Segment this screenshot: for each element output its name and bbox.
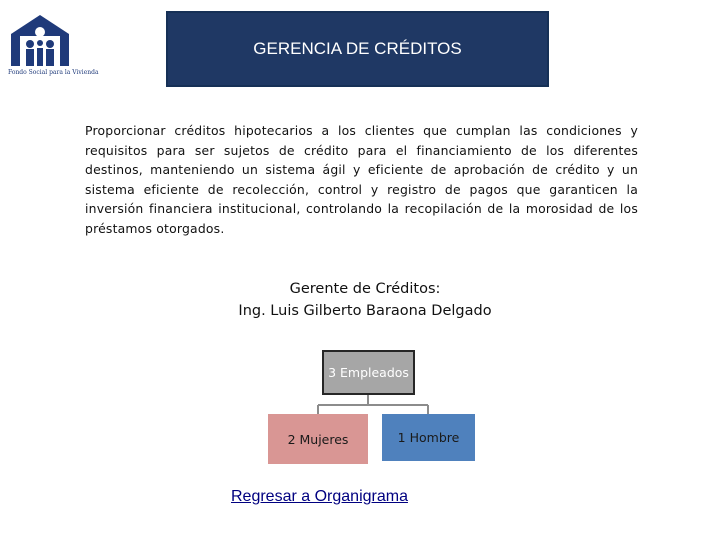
org-node-women: 2 Mujeres <box>268 414 368 464</box>
logo-caption: Fondo Social para la Vivienda <box>8 69 99 76</box>
org-node-employees: 3 Empleados <box>322 350 415 395</box>
manager-label: Gerente de Créditos: <box>289 281 441 297</box>
fsv-logo <box>8 12 98 80</box>
title-banner <box>166 11 549 87</box>
manager-block <box>140 278 590 322</box>
back-to-organigram-link[interactable]: Regresar a Organigrama <box>231 488 408 505</box>
manager-name: Ing. Luis Gilberto Baraona Delgado <box>238 303 492 319</box>
page-title: GERENCIA DE CRÉDITOS <box>253 39 462 58</box>
house-family-icon <box>8 12 98 68</box>
department-description: Proporcionar créditos hipotecarios a los clientes que cumplan las condiciones y requisitos para ser sujetos de crédito para el financiamiento de los diferentes destinos, manteniendo un sistema ágil y eficiente de aprobación de crédito y un sistema eficiente de recolección, control y registro de pagos que garanticen la inversión financiera institucional, controlando la recopilación de la morosidad de los préstamos otorgados. <box>85 123 638 236</box>
org-node-men: 1 Hombre <box>382 414 475 461</box>
